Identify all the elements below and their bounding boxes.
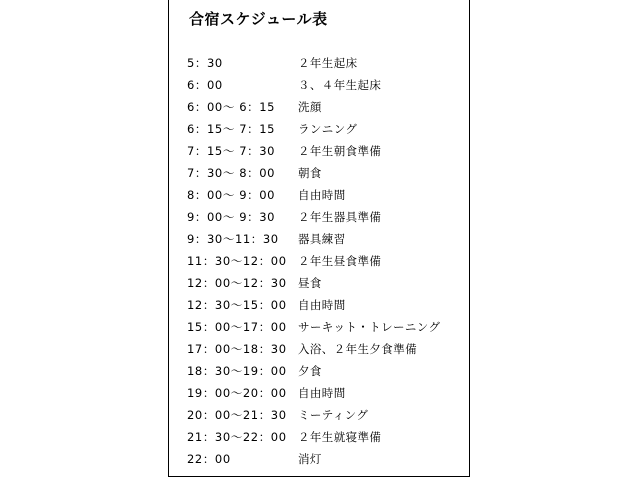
schedule-time: 12：30～15：00 [187,298,287,312]
schedule-row [187,382,467,404]
schedule-activity: ２年生起床 [298,56,358,70]
schedule-time: 19：00～20：00 [187,386,287,400]
schedule-activity: ミーティング [298,408,369,422]
schedule-time: 15：00～17：00 [187,320,287,334]
document-title: 合宿スケジュール表 [189,10,328,28]
schedule-row [187,74,467,96]
schedule-activity: 自由時間 [298,188,346,202]
schedule-list [187,52,467,470]
schedule-activity: 朝食 [298,166,322,180]
schedule-activity: 昼食 [298,276,322,290]
schedule-activity: サーキット・トレーニング [298,320,441,334]
schedule-time: 6：00～ 6：15 [187,100,276,114]
schedule-activity: 夕食 [298,364,322,378]
schedule-row [187,118,467,140]
schedule-time: 9：00～ 9：30 [187,210,276,224]
schedule-activity: ２年生朝食準備 [298,144,382,158]
schedule-activity: ２年生器具準備 [298,210,382,224]
schedule-row [187,272,467,294]
schedule-activity: 洗顔 [298,100,322,114]
schedule-row [187,140,467,162]
schedule-time: 5：30 [187,56,223,70]
schedule-time: 11：30～12：00 [187,254,287,268]
schedule-activity: ２年生就寝準備 [298,430,382,444]
schedule-time: 6：15～ 7：15 [187,122,276,136]
schedule-time: 9：30～11：30 [187,232,279,246]
schedule-time: 7：15～ 7：30 [187,144,276,158]
schedule-row [187,206,467,228]
schedule-time: 17：00～18：30 [187,342,287,356]
schedule-row [187,184,467,206]
schedule-row [187,294,467,316]
schedule-activity: 器具練習 [298,232,346,246]
schedule-activity: 消灯 [298,452,322,466]
schedule-row [187,162,467,184]
schedule-time: 21：30～22：00 [187,430,287,444]
schedule-time: 22：00 [187,452,231,466]
schedule-row [187,448,467,470]
schedule-time: 18：30～19：00 [187,364,287,378]
schedule-time: 8：00～ 9：00 [187,188,276,202]
schedule-time: 12：00～12：30 [187,276,287,290]
schedule-row [187,360,467,382]
schedule-row [187,228,467,250]
schedule-activity: 入浴、２年生夕食準備 [298,342,417,356]
schedule-activity: ランニング [298,122,358,136]
schedule-time: 7：30～ 8：00 [187,166,276,180]
schedule-row [187,250,467,272]
schedule-row [187,338,467,360]
schedule-activity: ３、４年生起床 [298,78,382,92]
schedule-activity: 自由時間 [298,386,346,400]
schedule-activity: 自由時間 [298,298,346,312]
schedule-row [187,316,467,338]
schedule-time: 6：00 [187,78,223,92]
schedule-activity: ２年生昼食準備 [298,254,382,268]
schedule-row [187,426,467,448]
schedule-row [187,52,467,74]
schedule-time: 20：00～21：30 [187,408,287,422]
schedule-row [187,96,467,118]
schedule-row [187,404,467,426]
